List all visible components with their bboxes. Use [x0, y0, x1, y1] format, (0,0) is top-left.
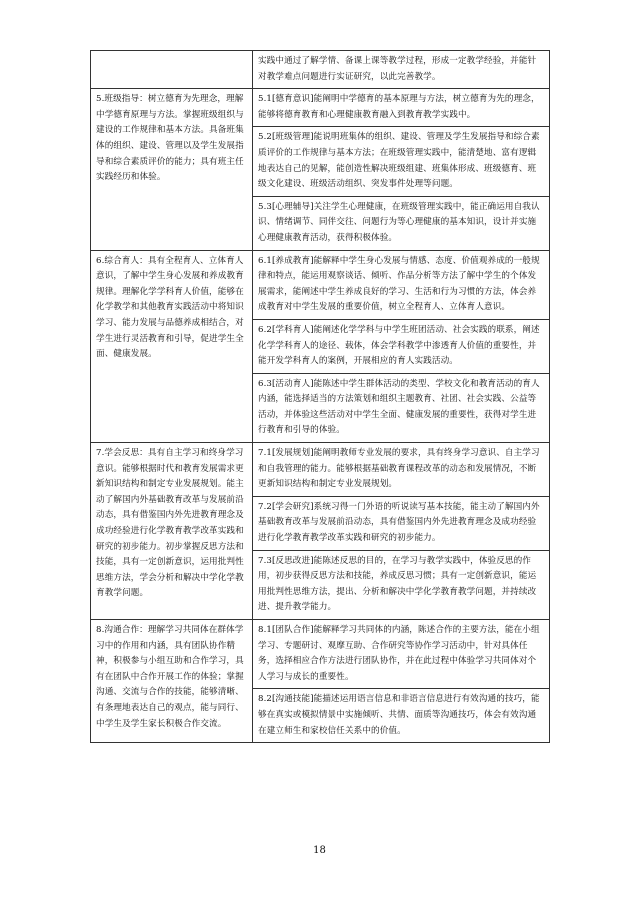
indicator-cell — [253, 620, 550, 743]
graduation-requirement-cell: 8.沟通合作：理解学习共同体在群体学习中的作用和内涵，具有团队协作精神，积极参与小组互助和合作学习，具有在团队中合作开展工作的体验；掌握沟通、交流与合作的技能，能够清晰、有条理地表达自己的观点，能与同行、中学生及学生家长积极合作交流。 — [91, 620, 253, 743]
indicator-item: 8.2[沟通技能]能描述运用语言信息和非语言信息进行有效沟通的技巧，能够在真实或模拟情景中实施倾听、共情、面质等沟通技巧，体会有效沟通在建立师生和家校信任关系中的价值。 — [258, 694, 540, 736]
graduation-requirement-cell: 7.学会反思：具有自主学习和终身学习意识。能够根据时代和教育发展需求更新知识结构和制定专业发展规划。能主动了解国内外基础教育改革与发展前沿动态，具有借鉴国内外先进教育理念及成功经验进行化学教育教学改革实践和研究的初步能力。初步掌握反思方法和技能，具有一定创新意识，运用批判性思维方法，学会分析和解决中学化学教育教学问题。 — [91, 443, 253, 620]
indicator-cell — [253, 443, 550, 620]
graduation-requirement-cell: 5.班级指导：树立德育为先理念，理解中学德育原理与方法。掌握班级组织与建设的工作规律和基本方法。具备班集体的组织、建设、管理以及学生发展指导和综合素质评价的能力；具有班主任实践经历和体验。 — [91, 89, 253, 250]
table-row — [91, 620, 550, 743]
indicator-item: 6.1[养成教育]能解释中学生身心发展与情感、态度、价值观养成的一般规律和特点，能运用观察谈话、倾听、作品分析等方法了解中学生的个体发展需求，能阐述中学生养成良好的学习、生活和行为习惯的方法，体会养成教育对中学生发展的重要价值，树立全程育人、立体育人意识。 — [253, 251, 549, 320]
indicator-item: 7.3[反思改进]能陈述反思的目的，在学习与教学实践中，体验反思的作用，初步获得反思方法和技能，养成反思习惯；具有一定创新意识，能运用批判性思维方法，提出、分析和解决中学化学教育教学问题，并持续改进、提升教学能力。 — [258, 555, 537, 613]
indicator-cell — [253, 89, 550, 250]
table-row — [91, 51, 550, 89]
graduation-requirement-cell — [91, 51, 253, 89]
table-row — [91, 443, 550, 620]
graduation-requirement-cell: 6.综合育人：具有全程育人、立体育人意识，了解中学生身心发展和养成教育规律。理解化学学科育人价值，能够在化学教学和其他教育实践活动中将知识学习、能力发展与品德养成相结合，对学生进行灵活教育和引导，促进学生全面、健康发展。 — [91, 250, 253, 443]
indicator-cell — [253, 250, 550, 443]
indicator-item: 5.2[班级管理]能说明班集体的组织、建设、管理及学生发展指导和综合素质评价的工作规律与基本方法；在班级管理实践中，能清楚地、富有逻辑地表达自己的见解，能创造性解决班级组建、班集体形成、班级德育、班级文化建设、班级活动组织、突发事件处理等问题。 — [253, 127, 549, 196]
indicator-item: 实践中通过了解学情、备课上课等教学过程，形成一定教学经验，并能针对教学难点问题进行实证研究，以此完善教学。 — [258, 56, 537, 82]
indicator-item: 7.1[发展规划]能阐明教师专业发展的要求，具有终身学习意识、自主学习和自我管理的能力。能够根据基础教育课程改革的动态和发展情况，不断更新知识结构和制定专业发展规划。 — [253, 443, 549, 497]
indicator-item: 5.3[心理辅导]关注学生心理健康，在班级管理实践中，能正确运用自我认识、情绪调节、同伴交往、问题行为等心理健康的基本知识，设计并实施心理健康教育活动，获得积极体验。 — [258, 201, 540, 243]
table-row — [91, 89, 550, 250]
indicator-item: 8.1[团队合作]能解释学习共同体的内涵，陈述合作的主要方法，能在小组学习、专题研讨、观摩互助、合作研究等协作学习活动中，针对具体任务，选择相应合作方法进行团队协作，并在此过程中体验学习共同体对个人学习与成长的重要性。 — [253, 620, 549, 689]
indicator-item: 5.1[德育意识]能阐明中学德育的基本原理与方法，树立德育为先的理念，能够将德育教育和心理健康教育融入到教育教学实践中。 — [253, 89, 549, 127]
indicator-item: 6.2[学科育人]能阐述化学学科与中学生班团活动、社会实践的联系，阐述化学学科育人的途径、载体，体会学科教学中渗透育人价值的重要性，并能开发学科育人的案例，开展相应的育人实践活动。 — [253, 320, 549, 374]
requirements-table — [90, 50, 550, 743]
page-number: 18 — [313, 845, 326, 856]
indicator-item: 7.2[学会研究]系统习得一门外语的听说读写基本技能，能主动了解国内外基础教育改革与发展前沿动态，具有借鉴国内外先进教育理念及成功经验进行化学教育教学改革实践和研究的初步能力。 — [253, 497, 549, 551]
indicator-cell — [253, 51, 550, 89]
table-row — [91, 250, 550, 443]
indicator-item: 6.3[活动育人]能陈述中学生群体活动的类型、学校文化和教育活动的育人内涵，能选择适当的方法策划和组织主题教育、社团、社会实践、公益等活动，并体验这些活动对中学生全面、健康发展的重要性，获得对学生进行教育和引导的体验。 — [258, 378, 540, 436]
